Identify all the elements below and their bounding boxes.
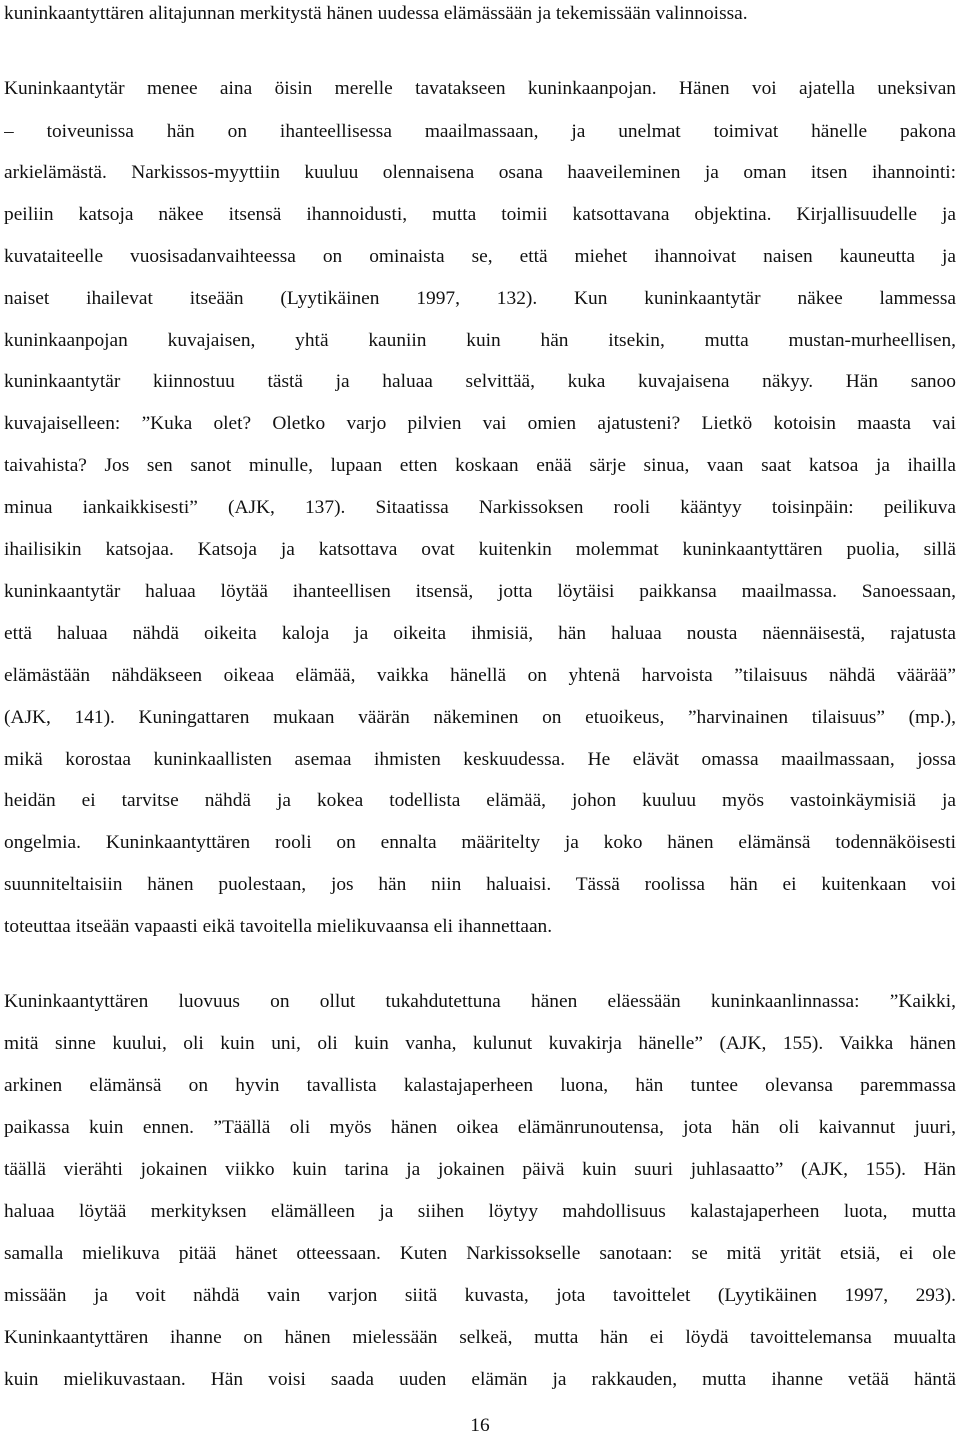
text-line: kuninkaantytär kiinnostuu tästä ja haluaa selvittää, kuka kuvajaisena näkyy. Hän sanoo	[4, 371, 956, 392]
text-line: mikä korostaa kuninkaallisten asemaa ihmisten keskuudessa. He elävät omassa maailmassaan, jossa	[4, 749, 956, 770]
text-line: kuin mielikuvastaan. Hän voisi saada uuden elämän ja rakkauden, mutta ihanne vetää häntä	[4, 1369, 956, 1390]
text-line: paikassa kuin ennen. ”Täällä oli myös hänen oikea elämänrunoutensa, jota hän oli kaivannut juuri,	[4, 1117, 956, 1138]
text-line: ongelmia. Kuninkaantyttären rooli on ennalta määritelty ja koko hänen elämänsä todennäköisesti	[4, 832, 956, 853]
text-line: missään ja voit nähdä vain varjon siitä kuvasta, jota tavoittelet (Lyytikäinen 1997, 293).	[4, 1285, 956, 1306]
text-line: täällä vierähti jokainen viikko kuin tarina ja jokainen päivä kuin suuri juhlasaatto” (AJK, 155). Hän	[4, 1159, 956, 1180]
text-line: kuninkaantytär haluaa löytää ihanteellisen itsensä, jotta löytäisi paikkansa maailmassa. Sanoessaan,	[4, 581, 956, 602]
text-line: toteuttaa itseään vapaasti eikä tavoitella mielikuvaansa eli ihannettaan.	[4, 916, 553, 937]
text-line: kuvataiteelle vuosisadanvaihteessa on ominaista se, että miehet ihannoivat naisen kauneutta ja	[4, 246, 956, 267]
text-line: heidän ei tarvitse nähdä ja kokea todellista elämää, johon kuuluu myös vastoinkäymisiä ja	[4, 790, 956, 811]
text-line: Kuninkaantyttären luovuus on ollut tukahdutettuna hänen eläessään kuninkaanlinnassa: ”Kaikki,	[4, 991, 956, 1012]
text-line: arkinen elämänsä on hyvin tavallista kalastajaperheen luona, hän tuntee olevansa paremmassa	[4, 1075, 956, 1096]
text-line: kuninkaanpojan kuvajaisen, yhtä kauniin kuin hän itsekin, mutta mustan-murheellisen,	[4, 330, 956, 351]
text-line: Kuninkaantyttären ihanne on hänen mielessään selkeä, mutta hän ei löydä tavoittelemansa muualta	[4, 1327, 956, 1348]
text-line: minua iankaikkisesti” (AJK, 137). Sitaatissa Narkissoksen rooli kääntyy toisinpäin: peilikuva	[4, 497, 956, 518]
text-line: Kuninkaantytär menee aina öisin merelle tavatakseen kuninkaanpojan. Hänen voi ajatella uneksivan	[4, 78, 956, 99]
text-line: suunniteltaisiin hänen puolestaan, jos hän niin haluaisi. Tässä roolissa hän ei kuitenkaan voi	[4, 874, 956, 895]
page-number: 16	[470, 1415, 490, 1436]
text-line: arkielämästä. Narkissos-myyttiin kuuluu olennaisena osana haaveileminen ja oman itsen ihannointi:	[4, 162, 956, 183]
text-line: taivahista? Jos sen sanot minulle, lupaan etten koskaan enää särje sinua, vaan saat katsoa ja ihailla	[4, 455, 956, 476]
text-line: – toiveunissa hän on ihanteellisessa maailmassaan, ja unelmat toimivat hänelle pakona	[4, 121, 956, 142]
text-line: kuvajaiselleen: ”Kuka olet? Oletko varjo pilvien vai omien ajatusteni? Lietkö kotoisin maasta vai	[4, 413, 956, 434]
text-line: peiliin katsoja näkee itsensä ihannoidusti, mutta toimii katsottavana objektina. Kirjallisuudelle ja	[4, 204, 956, 225]
text-line: haluaa löytää merkityksen elämälleen ja siihen löytyy mahdollisuus kalastajaperheen luota, mutta	[4, 1201, 956, 1222]
text-line: kuninkaantyttären alitajunnan merkitystä hänen uudessa elämässään ja tekemissään valinnoissa.	[4, 3, 748, 24]
text-line: ihailisikin katsojaa. Katsoja ja katsottava ovat kuitenkin molemmat kuninkaantyttären puolia, sillä	[4, 539, 956, 560]
text-line: naiset ihailevat itseään (Lyytikäinen 1997, 132). Kun kuninkaantytär näkee lammessa	[4, 288, 956, 309]
text-line: että haluaa nähdä oikeita kaloja ja oikeita ihmisiä, hän haluaa nousta näennäisestä, rajatusta	[4, 623, 956, 644]
text-line: samalla mielikuva pitää hänet otteessaan. Kuten Narkissokselle sanotaan: se mitä yrität etsiä, ei ole	[4, 1243, 956, 1264]
text-line: elämästään nähdäkseen oikeaa elämää, vaikka hänellä on yhtenä harvoista ”tilaisuus nähdä väärää”	[4, 665, 956, 686]
text-line: (AJK, 141). Kuningattaren mukaan väärän näkeminen on etuoikeus, ”harvinainen tilaisuus” (mp.),	[4, 707, 956, 728]
text-line: mitä sinne kuului, oli kuin uni, oli kuin vanha, kulunut kuvakirja hänelle” (AJK, 155). Vaikka hänen	[4, 1033, 956, 1054]
